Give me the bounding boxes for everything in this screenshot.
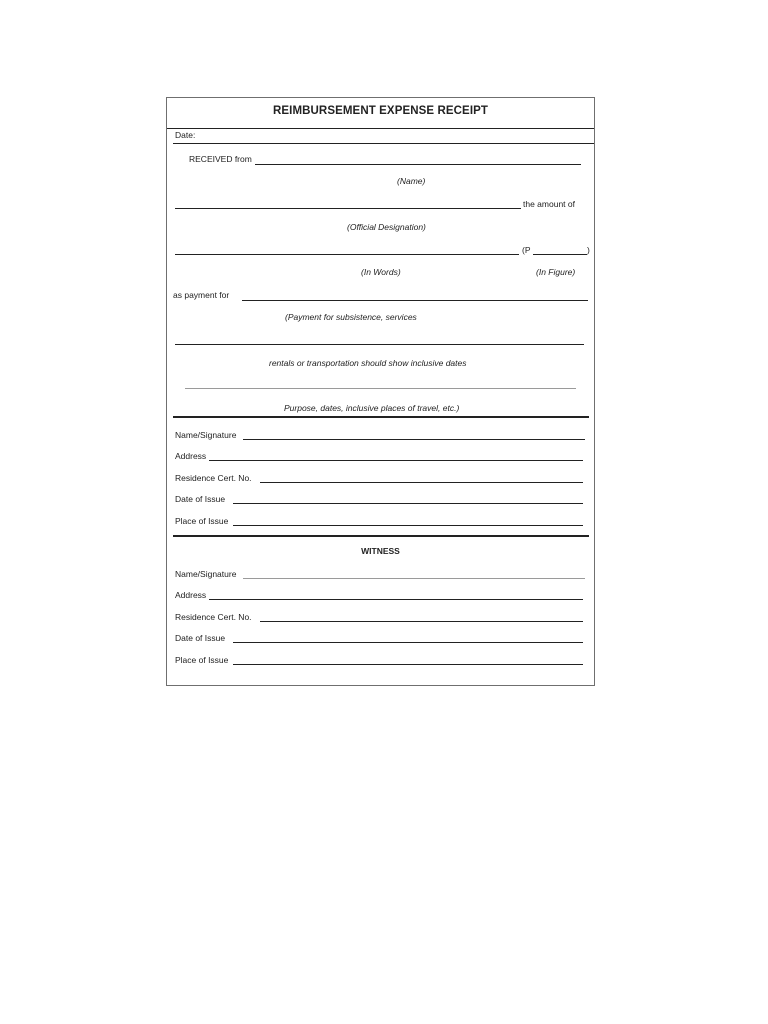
section-divider-payee [173,416,589,418]
as-payment-for-label: as payment for [173,290,230,300]
payer-name-field-line[interactable] [255,164,581,165]
witness-address-line[interactable] [209,599,583,600]
amount-words-field-line[interactable] [175,254,519,255]
designation-field-line[interactable] [175,208,521,209]
witness-name-signature-line[interactable] [243,578,585,579]
payee-place-of-issue-line[interactable] [233,525,583,526]
payee-date-of-issue-label: Date of Issue [175,494,226,504]
the-amount-of-label: the amount of [523,199,575,209]
payee-address-line[interactable] [209,460,583,461]
peso-open: (P [522,245,531,255]
payee-date-of-issue-line[interactable] [233,503,583,504]
payee-name-signature-label: Name/Signature [175,430,237,440]
witness-date-of-issue-label: Date of Issue [175,633,226,643]
title-divider [167,128,594,129]
payee-residence-cert-label: Residence Cert. No. [175,473,252,483]
payee-name-signature-line[interactable] [243,439,585,440]
payment-detail-field-line[interactable] [175,344,584,345]
in-figure-caption: (In Figure) [536,267,576,277]
witness-address-label: Address [175,590,207,600]
witness-residence-cert-line[interactable] [260,621,583,622]
date-field-line[interactable] [173,143,594,144]
rentals-caption: rentals or transportation should show inclusive dates [269,358,467,368]
amount-figure-field-line[interactable] [533,254,587,255]
payment-for-field-line[interactable] [242,300,588,301]
payment-caption: (Payment for subsistence, services [285,312,417,322]
in-words-caption: (In Words) [361,267,401,277]
witness-place-of-issue-label: Place of Issue [175,655,229,665]
purpose-field-line[interactable] [185,388,576,389]
designation-caption: (Official Designation) [347,222,426,232]
form-title: REIMBURSEMENT EXPENSE RECEIPT [272,105,489,117]
payee-residence-cert-line[interactable] [260,482,583,483]
payee-place-of-issue-label: Place of Issue [175,516,229,526]
date-label: Date: [175,130,196,140]
received-from-label: RECEIVED from [189,154,252,164]
name-caption: (Name) [397,176,426,186]
section-divider-witness [173,535,589,537]
purpose-caption: Purpose, dates, inclusive places of travel, etc.) [284,403,460,413]
reimbursement-receipt-form [166,97,595,686]
witness-place-of-issue-line[interactable] [233,664,583,665]
witness-name-signature-label: Name/Signature [175,569,237,579]
peso-close: ) [587,245,590,255]
payee-address-label: Address [175,451,207,461]
witness-heading: WITNESS [361,546,400,556]
witness-date-of-issue-line[interactable] [233,642,583,643]
witness-residence-cert-label: Residence Cert. No. [175,612,252,622]
